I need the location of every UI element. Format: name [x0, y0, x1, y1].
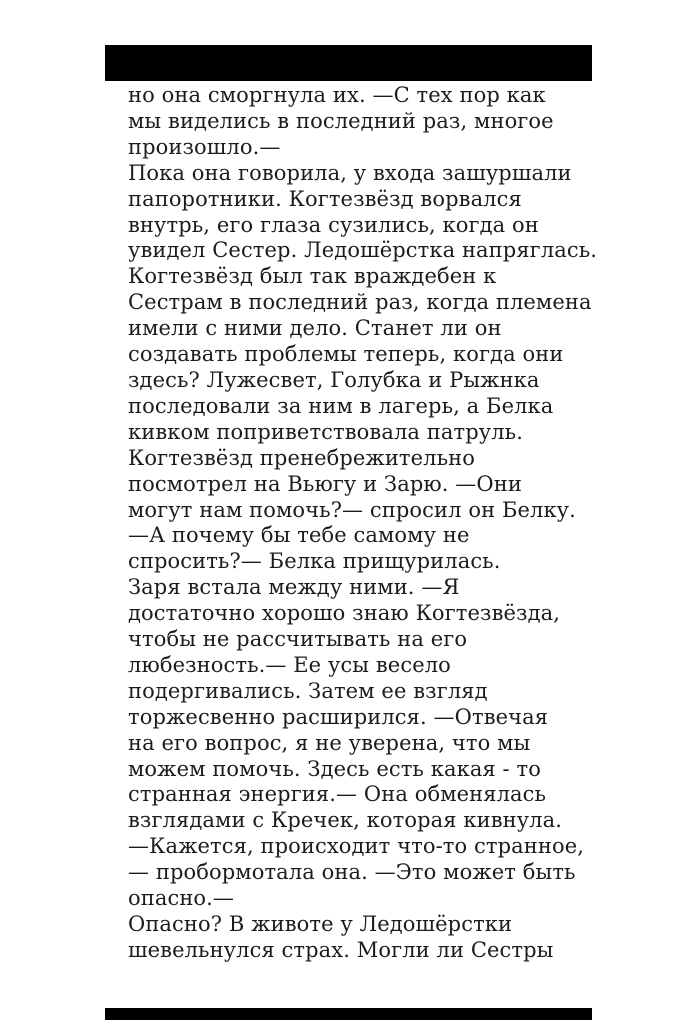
redacted-header-bar — [105, 45, 592, 81]
text-line: но она сморгнула их. —С тех пор как — [128, 83, 546, 107]
text-line: чтобы не рассчитывать на его — [128, 627, 468, 652]
text-line: шевельнулся страх. Могли ли Сестры — [128, 937, 554, 962]
text-line: Пока она говорила, у входа зашуршали — [128, 160, 572, 185]
text-line: достаточно хорошо знаю Когтезвёзда, — [128, 601, 561, 626]
text-line: Заря встала между ними. —Я — [128, 575, 460, 600]
text-line: торжесвенно расширился. —Отвечая — [128, 704, 549, 729]
text-line: имели с ними дело. Станет ли он — [128, 316, 502, 341]
text-line: странная энергия.— Она обменялась — [128, 782, 547, 807]
text-line: последовали за ним в лагерь, а Белка — [128, 393, 554, 418]
redacted-footer-bar — [105, 1008, 592, 1020]
text-line: произошло.— — [128, 134, 281, 159]
text-line: Когтезвёзд был так враждебен к — [128, 264, 497, 289]
text-line: любезность.— Ее усы весело — [128, 652, 451, 677]
text-line: здесь? Лужесвет, Голубка и Рыжнка — [128, 367, 540, 392]
text-line: —А почему бы тебе самому не — [128, 523, 470, 548]
text-line: могут нам помочь?— спросил он Белку. — [128, 497, 576, 522]
text-line: опасно.— — [128, 886, 235, 911]
text-line: Когтезвёзд пренебрежительно — [128, 445, 475, 470]
text-line: подергивались. Затем ее взгляд — [128, 678, 488, 703]
text-line: внутрь, его глаза сузились, когда он — [128, 212, 539, 237]
text-line: можем помочь. Здесь есть какая - то — [128, 756, 541, 781]
text-line: мы виделись в последний раз, многое — [128, 108, 554, 133]
text-line: спросить?— Белка прищурилась. — [128, 549, 501, 574]
text-line: — пробормотала она. —Это может быть — [128, 860, 576, 885]
text-line: Опасно? В животе у Ледошёрстки — [128, 912, 513, 936]
text-line: кивком поприветствовала патруль. — [128, 419, 523, 444]
text-line: увидел Сестер. Ледошёрстка напряглась. — [128, 238, 597, 263]
text-line: Сестрам в последний раз, когда племена — [128, 290, 592, 315]
text-line: —Кажется, происходит что-то странное, — [128, 834, 584, 859]
page-text — [128, 83, 597, 964]
text-line: создавать проблемы теперь, когда они — [128, 342, 564, 367]
text-line: взглядами с Кречек, которая кивнула. — [128, 808, 563, 833]
text-line: папоротники. Когтезвёзд ворвался — [128, 186, 522, 211]
text-line: на его вопрос, я не уверена, что мы — [128, 730, 531, 755]
text-line: посмотрел на Вьюгу и Зарю. —Они — [128, 471, 522, 496]
